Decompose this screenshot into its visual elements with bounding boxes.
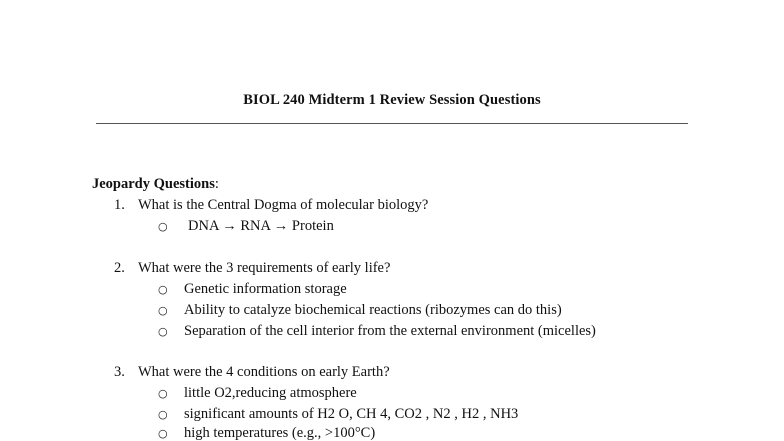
answer-2-1: [158, 281, 347, 298]
hollow-circle-bullet-icon: ○: [158, 220, 168, 233]
question-2: [114, 260, 390, 277]
hollow-circle-bullet-icon: ○: [158, 408, 168, 421]
section-heading-colon: :: [214, 176, 219, 192]
answer-text: significant amounts of H2 O, CH 4, CO2 , N2 , H2 , NH3: [184, 406, 519, 422]
answer-text: little O2,reducing atmosphere: [184, 385, 357, 401]
answer-text: DNA → RNA → Protein: [188, 218, 334, 234]
hollow-circle-bullet-icon: ○: [158, 325, 168, 338]
question-3: [114, 364, 390, 381]
answer-text: Genetic information storage: [184, 281, 347, 297]
question-number: 2.: [114, 260, 125, 276]
hollow-circle-bullet-icon: ○: [158, 304, 168, 317]
answer-text: high temperatures (e.g., >100°C): [184, 425, 376, 441]
section-heading-text: Jeopardy Questions: [92, 176, 215, 192]
question-1: [114, 197, 428, 214]
page-title: BIOL 240 Midterm 1 Review Session Questions: [243, 92, 541, 108]
section-heading: [92, 176, 219, 193]
answer-3-1: [158, 385, 357, 402]
hollow-circle-bullet-icon: ○: [158, 387, 168, 400]
answer-1-1: [158, 218, 334, 235]
answer-3-2: [158, 406, 518, 423]
hollow-circle-bullet-icon: ○: [158, 427, 168, 440]
answer-3-3: [158, 425, 375, 441]
answer-2-3: [158, 323, 596, 340]
question-number: 3.: [114, 364, 125, 380]
question-number: 1.: [114, 197, 125, 213]
question-text: What were the 4 conditions on early Earth?: [138, 364, 390, 380]
answer-text: Ability to catalyze biochemical reactions (ribozymes can do this): [184, 302, 562, 318]
answer-2-2: [158, 302, 562, 319]
answer-text: Separation of the cell interior from the external environment (micelles): [184, 323, 596, 339]
question-text: What is the Central Dogma of molecular biology?: [138, 197, 429, 213]
question-text: What were the 3 requirements of early life?: [138, 260, 391, 276]
title-divider: [96, 123, 688, 124]
hollow-circle-bullet-icon: ○: [158, 283, 168, 296]
